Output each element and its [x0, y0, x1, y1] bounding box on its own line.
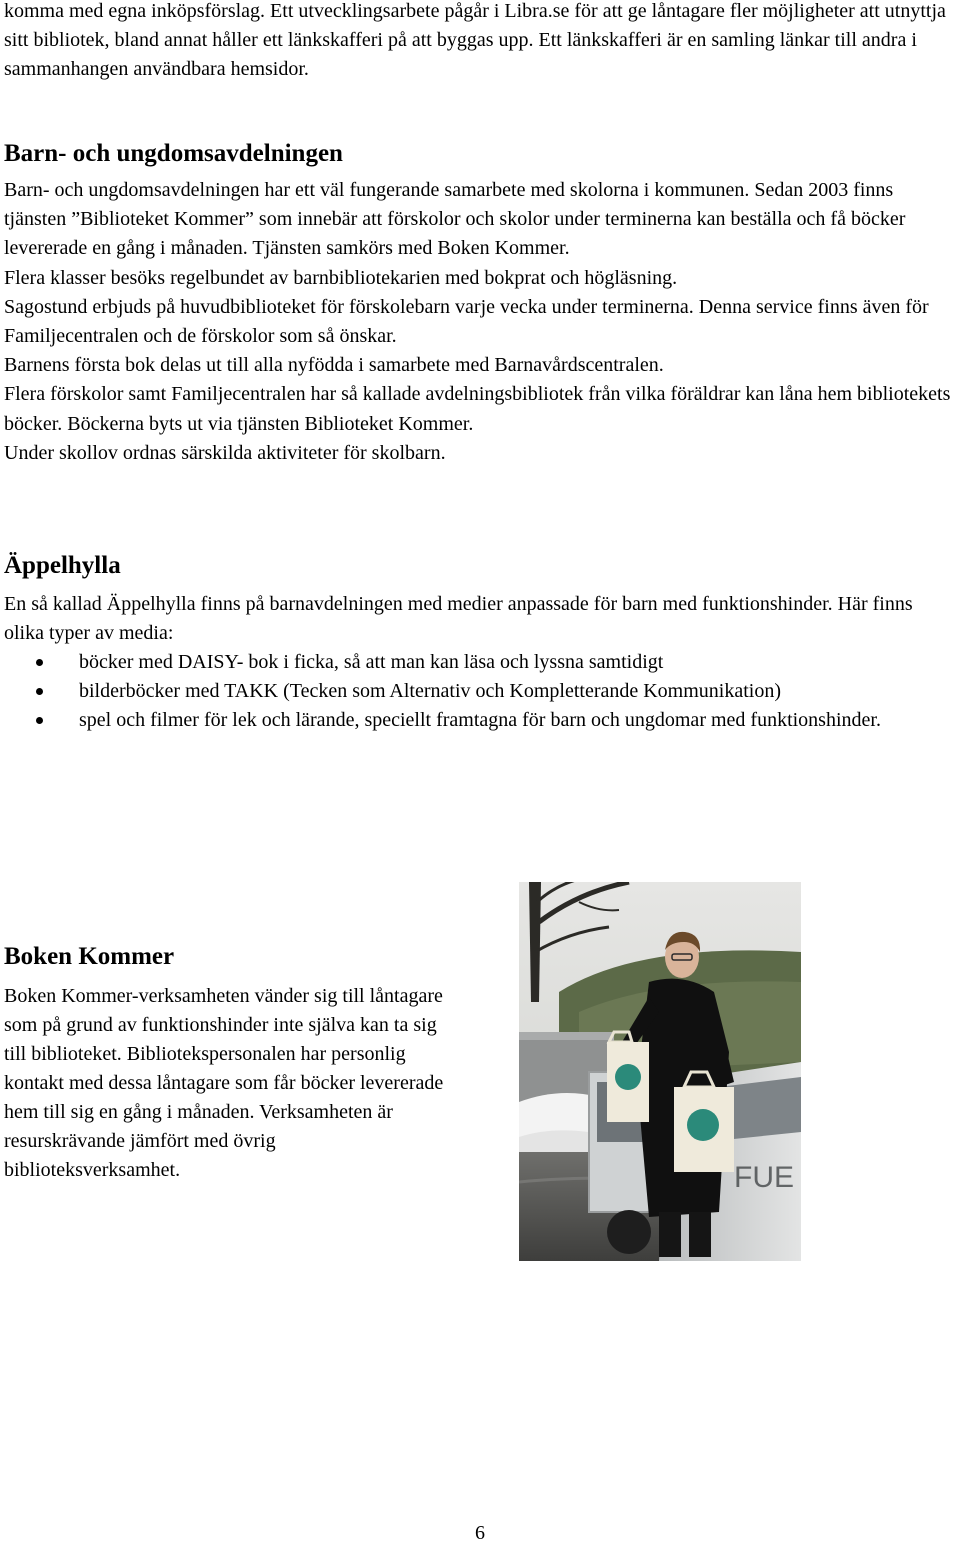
barn-paragraph-4: Barnens första bok delas ut till alla nyfödda i samarbete med Barnavårdscentralen. — [4, 354, 664, 377]
photo-man-with-bags — [519, 882, 801, 1261]
section-body-boken-kommer — [4, 982, 454, 1185]
list-item — [4, 648, 944, 677]
intro-text: komma med egna inköpsförslag. Ett utvecklingsarbete pågår i Libra.se för att ge låntagare fler möjligheter att utnyttja sitt bibliotek, bland annat håller ett länkskafferi på att byggas upp. Ett länkskafferi är en samling länkar till andra i sammanhangen användbara hemsidor. — [4, 0, 946, 80]
barn-paragraph-6: Under skollov ordnas särskilda aktiviteter för skolbarn. — [4, 441, 446, 464]
barn-paragraph-2: Flera klasser besöks regelbundet av barnbibliotekarien med bokprat och högläsning. — [4, 266, 678, 289]
list-item-text: bilderböcker med TAKK (Tecken som Alternativ och Kompletterande Kommunikation) — [79, 680, 781, 702]
barn-paragraph-1: Barn- och ungdomsavdelningen har ett väl fungerande samarbete med skolorna i kommunen. Sedan 2003 finns tjänsten ”Biblioteket Kommer” som innebär att förskolor och skolor under terminerna kan beställa och få böcker levererade en gång i månaden. Tjänsten samkörs med Boken Kommer. — [4, 179, 906, 260]
boken-kommer-text: Boken Kommer-verksamheten vänder sig till låntagare som på grund av funktionshinder inte själva kan ta sig till biblioteket. Bibliotekspersonalen har personlig kontakt med dessa låntagare som får böcker levererade hem till sig en gång i månaden. Verksamheten är resurskrävande jämfört med övrig biblioteksverksamhet. — [4, 985, 444, 1181]
barn-paragraph-3: Sagostund erbjuds på huvudbiblioteket för förskolebarn varje vecka under terminerna. Denna service finns även för Familjecentralen och de förskolor som så önskar. — [4, 295, 929, 348]
barn-paragraph-5: Flera förskolor samt Familjecentralen har så kallade avdelningsbibliotek från vilka föräldrar kan låna hem bibliotekets böcker. Böckerna byts ut via tjänsten Biblioteket Kommer. — [4, 383, 951, 435]
list-item — [4, 677, 944, 706]
list-item-text: böcker med DAISY- bok i ficka, så att man kan läsa och lyssna samtidigt — [79, 651, 664, 673]
appelhylla-intro: En så kallad Äppelhylla finns på barnavdelningen med medier anpassade för barn med funktionshinder. Här finns olika typer av media: — [4, 593, 913, 644]
bullet-icon — [36, 659, 43, 666]
section-body-barn — [4, 176, 954, 468]
section-title-appelhylla: Äppelhylla — [4, 552, 121, 579]
section-title-barn: Barn- och ungdomsavdelningen — [4, 140, 343, 167]
section-body-appelhylla — [4, 590, 944, 735]
bullet-icon — [36, 688, 43, 695]
list-item — [4, 706, 944, 735]
media-list — [4, 648, 944, 735]
section-title-boken-kommer: Boken Kommer — [4, 943, 175, 970]
page-number: 6 — [475, 1522, 485, 1544]
intro-paragraph — [4, 0, 954, 84]
bullet-icon — [36, 717, 43, 724]
list-item-text: spel och filmer för lek och lärande, speciellt framtagna för barn och ungdomar med funktionshinder. — [79, 709, 881, 731]
car-lettering: FUE — [734, 1161, 794, 1194]
photo-illustration — [519, 882, 801, 1261]
